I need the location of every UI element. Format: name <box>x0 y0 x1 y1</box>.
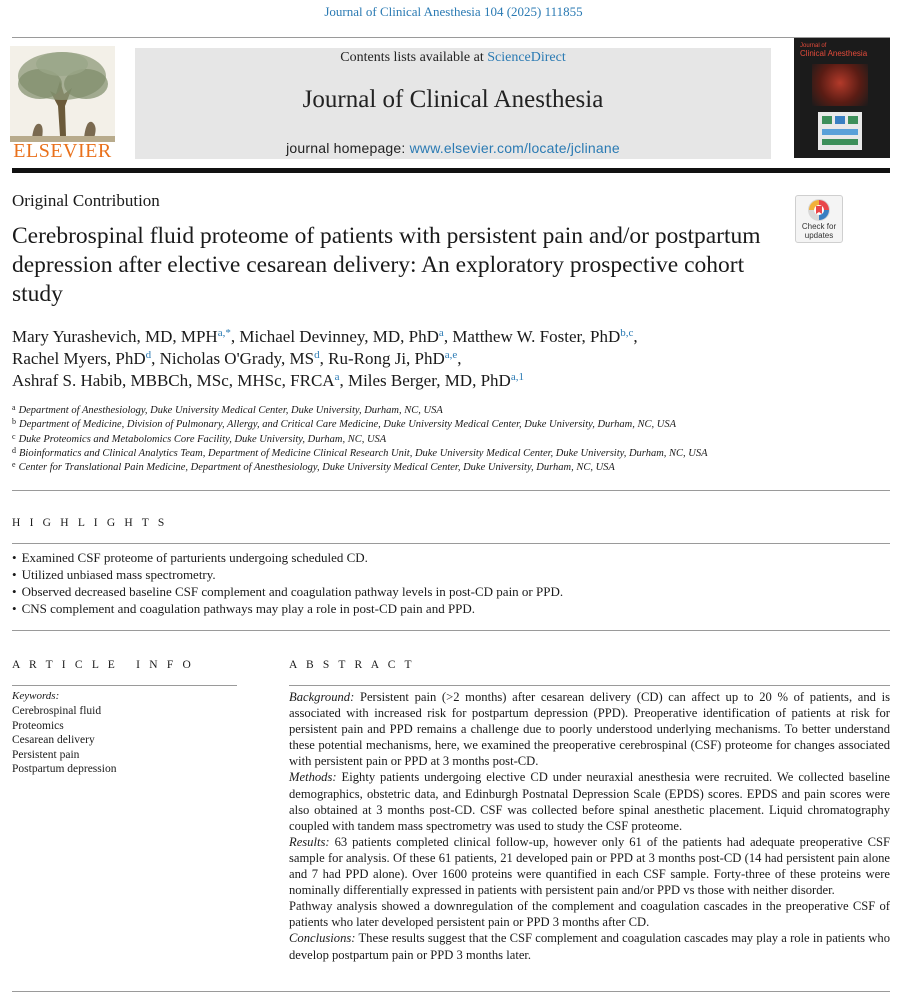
header-divider <box>12 37 890 38</box>
affiliation: $^b$ Department of Medicine, Division of Pulmonary, Allergy, and Critical Care Medicine, Duke University Medical Center, Duke University, Durham, NC, USA <box>12 417 677 431</box>
journal-title[interactable]: Journal of Clinical Anesthesia <box>302 86 604 113</box>
abstract-results: Results: 63 patients completed clinical follow-up, however only 61 of the patients had adequate preoperative CSF sample for analysis. Of these 61 patients, 21 developed pain or PPD at 3 months post-CD (14 had persistent pain alone and 7 had PPD alone). Over 1600 proteins were quantified in each CSF sample. Forty-three of these proteins were nominally differentially expressed in patients with persistent pain and/or PPD vs those with neither disorder. <box>289 834 890 898</box>
author[interactable]: Rachel Myers, PhD$^d$ <box>12 349 152 368</box>
article-info-divider <box>12 685 237 686</box>
header-bottom-bar <box>12 168 890 173</box>
author[interactable]: Ashraf S. Habib, MBBCh, MSc, MHSc, FRCA$^a$ <box>12 371 340 390</box>
highlight-item: • CNS complement and coagulation pathways may play a role in post-CD pain and PPD. <box>12 600 563 617</box>
journal-cover-thumbnail[interactable] <box>794 38 890 158</box>
keyword[interactable]: Proteomics <box>12 719 64 732</box>
keyword[interactable]: Cerebrospinal fluid <box>12 705 102 717</box>
homepage-prefix: journal homepage: <box>286 140 410 156</box>
author[interactable]: Nicholas O'Grady, $MS^d$ <box>159 349 320 368</box>
abstract-heading: A B S T R A C T <box>289 659 415 671</box>
keywords-list <box>12 704 116 777</box>
homepage-line <box>135 140 771 156</box>
cover-title-line1: Journal of <box>800 43 827 49</box>
elsevier-wordmark: ELSEVIER <box>13 140 112 162</box>
affiliation: $^a$ Department of Anesthesiology, Duke University Medical Center, Duke University, Durham, NC, USA <box>12 403 443 416</box>
affiliation: $^d$ Bioinformatics and Clinical Analytics Team, Department of Medicine Clinical Research Unit, Duke University Medical Center, Duke University, Durham, NC, USA <box>12 445 708 459</box>
abstract-body <box>289 689 890 963</box>
highlight-item: • Examined CSF proteome of parturients undergoing scheduled CD. <box>12 549 563 566</box>
check-updates-line1: Check for <box>801 222 837 231</box>
homepage-link[interactable]: www.elsevier.com/locate/jclinane <box>409 140 620 156</box>
highlights-bottom-divider <box>12 630 890 631</box>
keyword[interactable]: Postpartum depression <box>12 763 117 775</box>
elsevier-logo[interactable] <box>10 46 115 164</box>
article-type: Original Contribution <box>12 191 160 210</box>
author-list: Mary Yurashevich, MD, $MPH^{a,*}$, Michael Devinney, MD, PhD$^a$, Matthew W. Foster, PhD$^{b,c}$, Rachel Myers, PhD$^d$, Nicholas O'Grady, $MS^d$, Ru-Rong Ji, PhD$^{a,e}$, Ashraf S. Habib, MBBCh, MSc, MHSc, FRCA$^a$, Miles Berger, MD, PhD$^{a,1}$ <box>12 327 638 390</box>
author[interactable]: Mary Yurashevich, MD, $MPH^{a,*}$ <box>12 327 231 346</box>
journal-banner <box>135 48 771 159</box>
journal-citation[interactable]: Journal of Clinical Anesthesia 104 (2025) 111855 <box>324 4 583 19</box>
contents-prefix: Contents lists available at <box>340 50 488 65</box>
highlights-heading: H I G H L I G H T S <box>12 517 168 529</box>
abstract-background: Background: Persistent pain (>2 months) after cesarean delivery (CD) can affect up to 20 % of patients, and is associated with increased risk for postpartum depression (PPD). Preoperative identification of patients at risk for persistent pain and PPD remains a challenge due to poorly understood underlying mechanisms. To better understand these potential mechanisms, here, we examined the preoperative cerebrospinal (CSF) proteome for changes associated with persistent pain or PPD at 3 months post-CD. <box>289 690 891 769</box>
affiliation: $^e$ Center for Translational Pain Medicine, Department of Anesthesiology, Duke University Medical Center, Duke University, Durham, NC, USA <box>12 460 615 474</box>
abstract-pathway: Pathway analysis showed a downregulation of the complement and coagulation cascades in the preoperative CSF of patients who later developed persistent pain or PPD 3 months after CD. <box>289 899 890 930</box>
highlights-list <box>12 549 563 617</box>
abstract-conclusions: Conclusions: These results suggest that the CSF complement and coagulation cascades may play a role in patients who develop postpartum pain or PPD 3 months later. <box>289 931 890 962</box>
article-title: Cerebrospinal fluid proteome of patients with persistent pain and/or postpartum depression after elective cesarean delivery: An exploratory prospective cohort study <box>12 223 761 307</box>
author[interactable]: Michael Devinney, MD, PhD$^a$ <box>239 327 444 346</box>
affiliation-list <box>12 404 872 475</box>
author[interactable]: Miles Berger, MD, PhD$^{a,1}$ <box>347 371 524 390</box>
cover-image <box>812 64 868 106</box>
affiliations-divider <box>12 490 890 491</box>
sciencedirect-link[interactable]: ScienceDirect <box>487 50 566 65</box>
highlights-divider <box>12 543 890 544</box>
contents-line <box>135 50 771 66</box>
highlight-item: • Observed decreased baseline CSF complement and coagulation pathway levels in post-CD pain or PPD. <box>12 583 563 600</box>
check-updates-icon <box>796 196 842 224</box>
abstract-methods: Methods: Eighty patients undergoing elective CD under neuraxial anesthesia were recruited. We collected baseline demographics, obstetric data, and Edinburgh Postnatal Depression Scale (EPDS) scores. EPDS and pain scores were also obtained at 3 months post-CD. CSF was collected before spinal anesthetic placement. Liquid chromatography coupled with tandem mass spectrometry was used to study the CSF proteome. <box>289 770 890 833</box>
author[interactable]: Matthew W. Foster, PhD$^{b,c}$ <box>452 327 634 346</box>
cover-figure <box>818 112 862 150</box>
article-info-heading: A R T I C L E I N F O <box>12 659 195 671</box>
affiliation: $^c$ Duke Proteomics and Metabolomics Core Facility, Duke University, Durham, NC, USA <box>12 431 387 445</box>
keyword[interactable]: Persistent pain <box>12 748 80 761</box>
page-bottom-divider <box>12 991 890 992</box>
highlight-item: • Utilized unbiased mass spectrometry. <box>12 566 563 583</box>
keyword[interactable]: Cesarean delivery <box>12 734 95 746</box>
cover-title-line2: Clinical Anesthesia <box>800 49 868 58</box>
author[interactable]: Ru-Rong Ji, PhD$^{a,e}$ <box>328 349 458 368</box>
keywords-title: Keywords: <box>12 690 60 702</box>
check-updates-line2: updates <box>804 231 834 240</box>
abstract-divider <box>289 685 890 686</box>
check-for-updates-button[interactable] <box>795 195 843 243</box>
check-updates-label <box>796 222 842 240</box>
